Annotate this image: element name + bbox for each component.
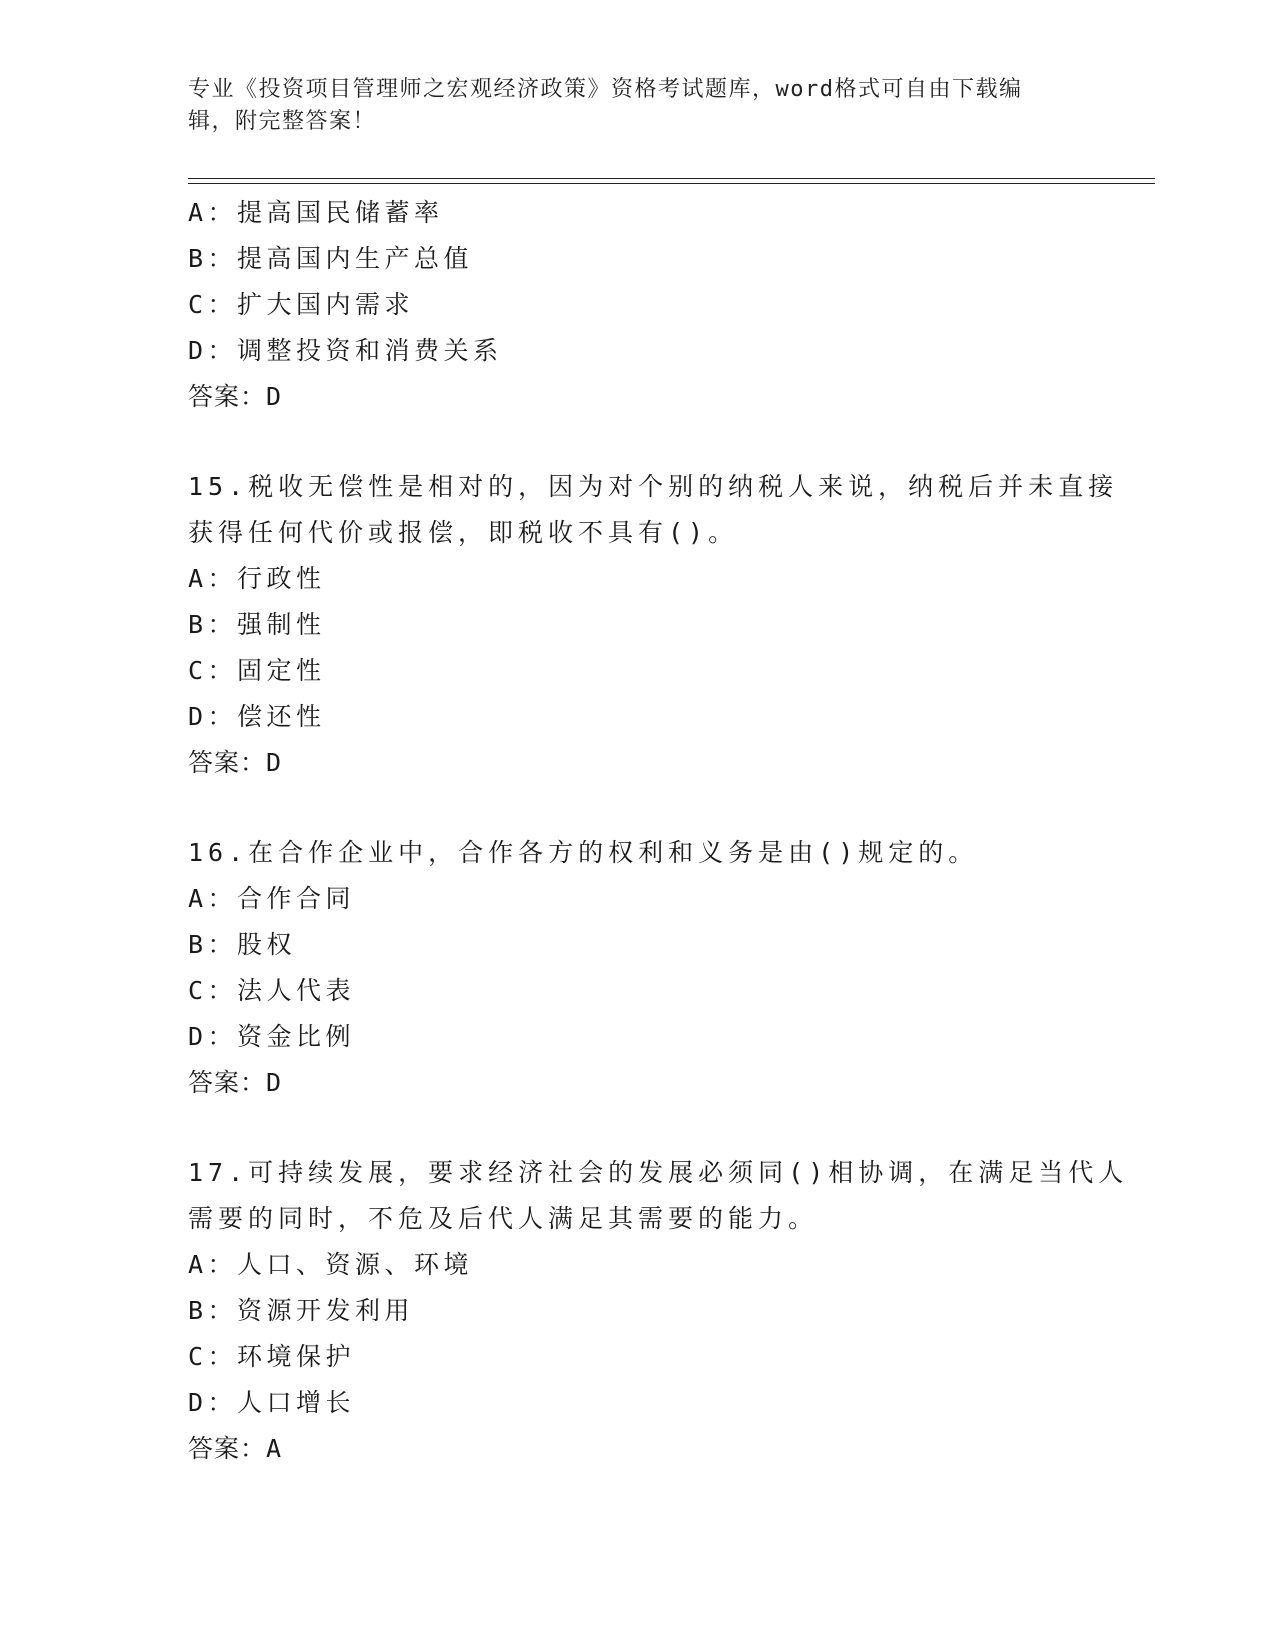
question-text: 获得任何代价或报偿，即税收不具有()。 [188,518,739,547]
option-d: D：人口增长 [188,1388,356,1417]
answer: 答案：D [188,1068,283,1097]
spacer [188,1106,1088,1150]
option-d: D：偿还性 [188,702,326,731]
document-header: 专业《投资项目管理师之宏观经济政策》资格考试题库，word格式可自由下载编辑，附完整答案！ [188,77,1023,134]
spacer [188,420,1088,464]
option-b: B：强制性 [188,610,326,639]
option-c: C：固定性 [188,656,326,685]
option-b: B：股权 [188,930,297,959]
option-d: D：调整投资和消费关系 [188,336,503,365]
option-a: A：合作合同 [188,884,356,913]
option-c: C：法人代表 [188,976,356,1005]
question-16 [188,830,1088,1106]
question-text: 16.在合作企业中，合作各方的权利和义务是由()规定的。 [188,838,979,867]
answer: 答案：A [188,1434,283,1463]
option-d: D：资金比例 [188,1022,356,1051]
option-c: C：扩大国内需求 [188,290,415,319]
option-b: B：资源开发利用 [188,1296,415,1325]
answer: 答案：D [188,382,283,411]
question-17 [188,1150,1129,1472]
question-text: 17.可持续发展，要求经济社会的发展必须同()相协调，在满足当代人 [188,1158,1129,1187]
answer: 答案：D [188,748,283,777]
option-a: A：提高国民储蓄率 [188,198,444,227]
question-15 [188,464,1119,786]
option-a: A：人口、资源、环境 [188,1250,474,1279]
option-b: B：提高国内生产总值 [188,244,474,273]
question-list [188,190,1129,1472]
header-rule-top [188,178,1155,179]
option-a: A：行政性 [188,564,326,593]
question-text: 15.税收无偿性是相对的，因为对个别的纳税人来说，纳税后并未直接 [188,472,1119,501]
header-rule-bottom [188,183,1155,184]
spacer [188,786,1088,830]
question-continued [188,190,1088,420]
question-text: 需要的同时，不危及后代人满足其需要的能力。 [188,1204,819,1233]
option-c: C：环境保护 [188,1342,356,1371]
